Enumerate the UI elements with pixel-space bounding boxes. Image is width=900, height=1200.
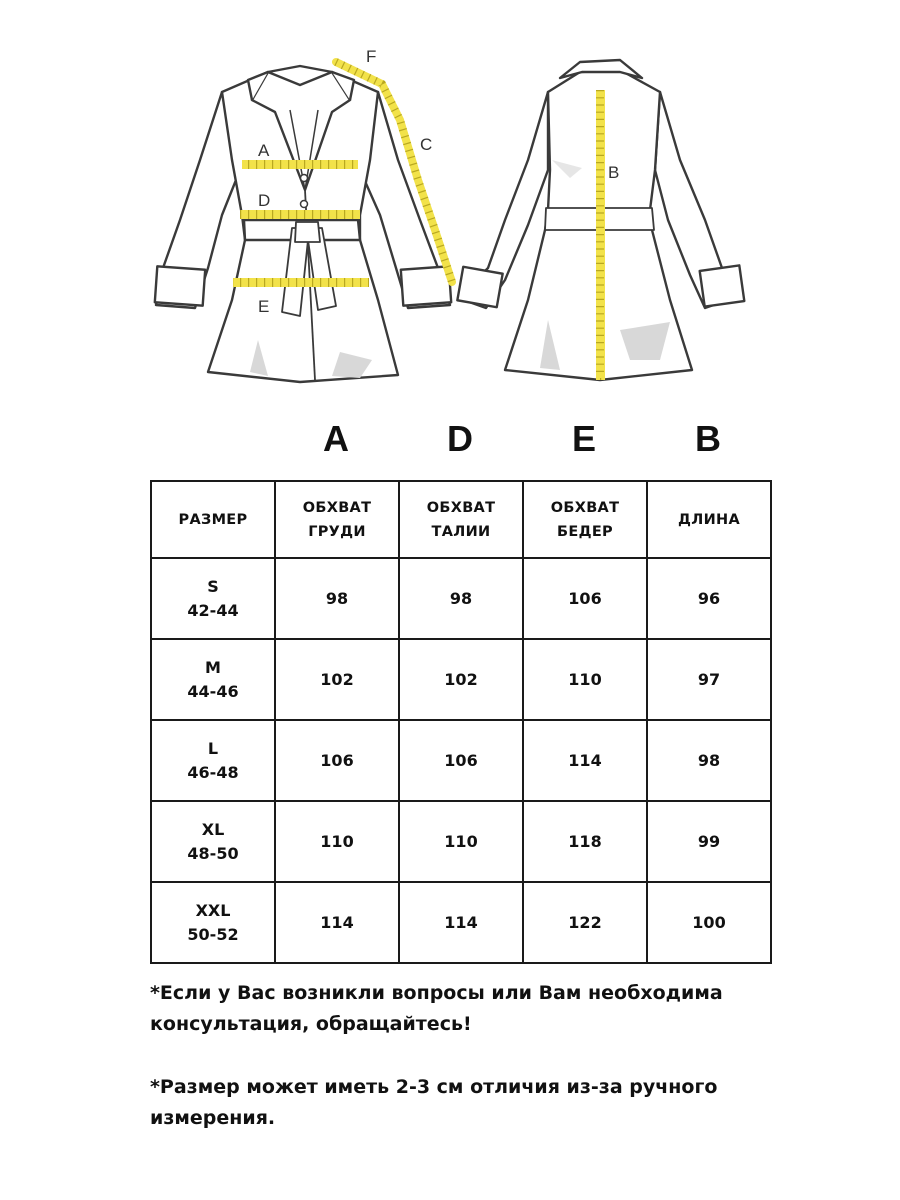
label-c: C bbox=[420, 135, 433, 154]
table-row bbox=[151, 801, 771, 882]
label-e: E bbox=[258, 297, 270, 316]
size-cell: XL 48-50 bbox=[151, 801, 275, 882]
table-row bbox=[151, 720, 771, 801]
label-d: D bbox=[258, 191, 271, 210]
label-a: A bbox=[258, 141, 270, 160]
column-letter-b: B bbox=[695, 418, 721, 459]
back-measure-tapes bbox=[596, 90, 605, 380]
label-f: F bbox=[366, 47, 377, 66]
header-chest: ОБХВАТ ГРУДИ bbox=[275, 481, 399, 558]
length-cell: 98 bbox=[647, 720, 771, 801]
hips-cell: 122 bbox=[523, 882, 647, 963]
waist-cell: 114 bbox=[399, 882, 523, 963]
size-cell: XXL 50-52 bbox=[151, 882, 275, 963]
waist-cell: 102 bbox=[399, 639, 523, 720]
size-table bbox=[150, 480, 772, 964]
size-cell: M 44-46 bbox=[151, 639, 275, 720]
length-cell: 100 bbox=[647, 882, 771, 963]
header-size: РАЗМЕР bbox=[151, 481, 275, 558]
header-length: ДЛИНА bbox=[647, 481, 771, 558]
length-cell: 96 bbox=[647, 558, 771, 639]
chest-cell: 102 bbox=[275, 639, 399, 720]
table-row bbox=[151, 882, 771, 963]
table-row bbox=[151, 639, 771, 720]
hips-cell: 106 bbox=[523, 558, 647, 639]
coat-measurement-diagram bbox=[0, 0, 900, 400]
chest-cell: 98 bbox=[275, 558, 399, 639]
waist-cell: 98 bbox=[399, 558, 523, 639]
note-questions: *Если у Вас возникли вопросы или Вам необходима консультация, обращайтесь! bbox=[150, 982, 723, 1035]
chest-cell: 110 bbox=[275, 801, 399, 882]
label-b: B bbox=[608, 163, 620, 182]
hips-cell: 118 bbox=[523, 801, 647, 882]
column-letter-e: E bbox=[571, 418, 596, 459]
table-header-row bbox=[151, 481, 771, 558]
note-measurement-tolerance: *Размер может иметь 2-3 см отличия из-за ручного измерения. bbox=[150, 1076, 718, 1129]
length-cell: 97 bbox=[647, 639, 771, 720]
table-row bbox=[151, 558, 771, 639]
column-letter-d: D bbox=[447, 418, 473, 459]
chest-cell: 106 bbox=[275, 720, 399, 801]
size-cell: L 46-48 bbox=[151, 720, 275, 801]
header-waist: ОБХВАТ ТАЛИИ bbox=[399, 481, 523, 558]
waist-cell: 106 bbox=[399, 720, 523, 801]
front-coat-drawing bbox=[155, 66, 451, 382]
column-letter-a: A bbox=[323, 418, 349, 459]
hips-cell: 114 bbox=[523, 720, 647, 801]
waist-cell: 110 bbox=[399, 801, 523, 882]
length-cell: 99 bbox=[647, 801, 771, 882]
chest-cell: 114 bbox=[275, 882, 399, 963]
header-hips: ОБХВАТ БЕДЕР bbox=[523, 481, 647, 558]
size-cell: S 42-44 bbox=[151, 558, 275, 639]
hips-cell: 110 bbox=[523, 639, 647, 720]
